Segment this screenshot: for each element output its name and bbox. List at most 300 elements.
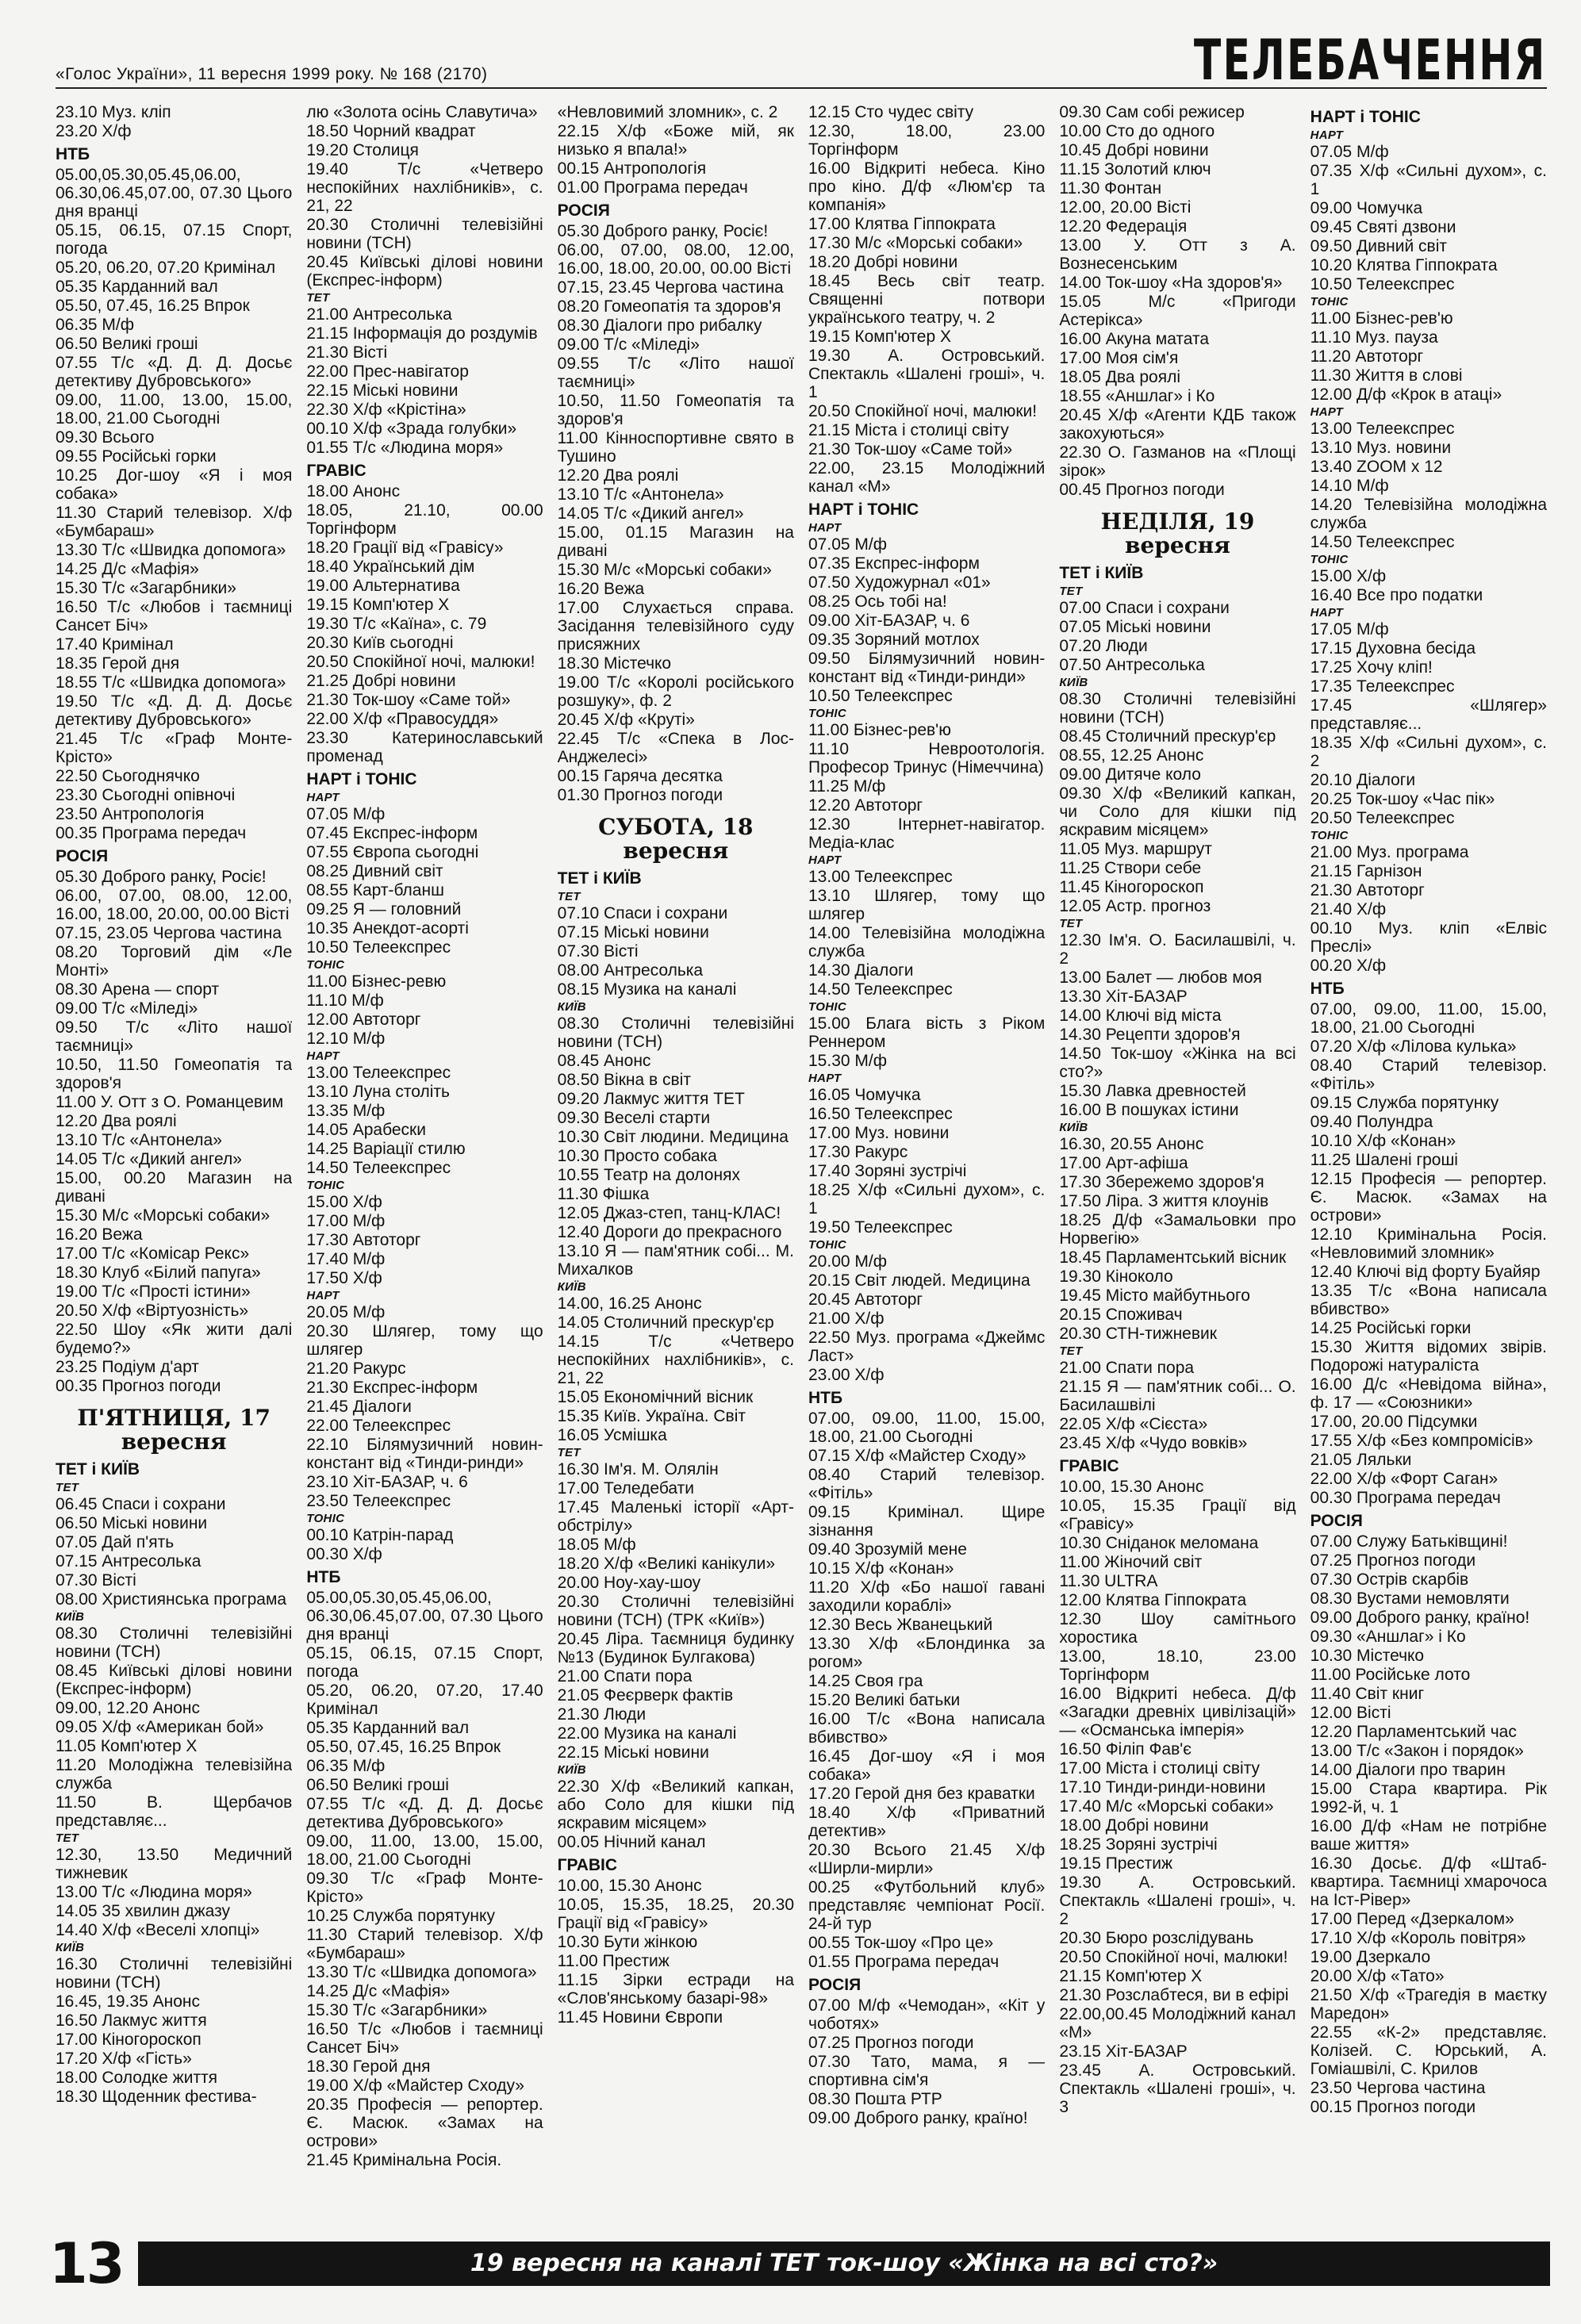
program-entry: 00.10 Муз. кліп «Елвіс Преслі»	[1310, 919, 1547, 956]
program-entry: 23.30 Сьогодні опівночі	[56, 786, 236, 804]
program-entry: 05.20, 06.20, 07.20 Кримінал	[56, 259, 276, 277]
program-entry: 14.00 Ток-шоу «На здоров'я»	[1059, 274, 1283, 292]
program-entry: 06.50 Великі гроші	[306, 1776, 449, 1794]
program-entry: 11.00 Російське лото	[1310, 1666, 1471, 1684]
program-entry: 14.25 Російські горки	[1310, 1319, 1472, 1337]
channel-heading: РОСІЯ	[557, 201, 610, 220]
program-entry: 08.20 Гомеопатія та здоров'я	[557, 297, 781, 316]
program-entry: 17.00 Міста і столиці світу	[1059, 1759, 1261, 1778]
program-entry: 05.00,05.30,05.45,06.00, 06.30,06.45,07.00, 07.30 Цього дня вранці	[306, 1589, 543, 1643]
program-entry: 20.30 Шлягер, тому що шлягер	[306, 1322, 543, 1359]
program-entry: 18.20 Х/ф «Великі канікули»	[557, 1555, 776, 1573]
sub-channel-label: КИЇВ	[557, 1280, 586, 1294]
sub-channel-label: НАРТ	[306, 1289, 340, 1302]
program-entry: 17.50 Ліра. З життя клоунів	[1059, 1192, 1269, 1210]
program-entry: 15.30 М/с «Морські собаки»	[56, 1206, 271, 1225]
schedule-column	[808, 103, 1045, 2221]
program-entry: 19.00 Т/с «Королі російського розшуку», ф. 2	[557, 673, 794, 710]
program-entry: 09.30 Всього	[56, 428, 155, 447]
program-entry: 20.00 М/ф	[808, 1252, 887, 1271]
program-entry: 13.00 У. Отт з А. Вознесенським	[1059, 236, 1296, 273]
program-entry: 08.40 Старий телевізор. «Фітіль»	[1310, 1057, 1547, 1093]
program-entry: 07.00, 09.00, 11.00, 15.00, 18.00, 21.00 Сьогодні	[1310, 1000, 1547, 1037]
program-entry: 19.30 Т/с «Каїна», с. 79	[306, 615, 487, 633]
program-entry: 22.15 Міські новини	[306, 382, 459, 400]
program-entry: 17.30 Ракурс	[808, 1143, 908, 1161]
page-footer	[49, 2231, 1550, 2296]
program-entry: 15.00 Х/ф	[1310, 567, 1387, 585]
program-entry: 15.00 Х/ф	[306, 1193, 382, 1211]
program-entry: 11.30 Фішка	[557, 1185, 650, 1203]
program-entry: 12.00 Клятва Гіппократа	[1059, 1591, 1247, 1609]
program-entry: 18.25 Д/ф «Замальовки про Норвегію»	[1059, 1211, 1296, 1248]
program-entry: 16.50 Телеекспрес	[808, 1105, 953, 1123]
program-entry: 11.40 Світ книг	[1310, 1685, 1425, 1703]
program-entry: 16.00 Д/ф «Нам не потрібне ваше життя»	[1310, 1817, 1547, 1854]
program-entry: 07.25 Прогноз погоди	[1310, 1551, 1476, 1570]
program-entry: 21.00 Антресолька	[306, 305, 452, 324]
sub-channel-label: КИЇВ	[557, 1763, 586, 1777]
program-entry: 12.20 Два роялі	[557, 466, 679, 485]
program-entry: 12.40 Ключі від форту Буайяр	[1310, 1263, 1541, 1281]
program-entry: лю «Золота осінь Славутича»	[306, 103, 538, 121]
program-entry: 10.00, 15.30 Анонс	[1059, 1478, 1204, 1496]
program-entry: 07.30 Вісті	[557, 942, 639, 961]
program-entry: 12.05 Джаз-степ, танц-КЛАС!	[557, 1204, 781, 1222]
program-entry: 20.35 Професія — репортер. Є. Масюк. «Замах на острови»	[306, 2096, 543, 2150]
program-entry: 13.30 Хіт-БАЗАР	[1059, 988, 1188, 1006]
program-entry: 09.30 Т/с «Граф Монте-Крісто»	[306, 1870, 543, 1906]
program-entry: 11.00 Жіночий світ	[1059, 1553, 1203, 1571]
program-entry: 11.20 Х/ф «Бо нашої гавані заходили кораблі»	[808, 1578, 1046, 1615]
program-entry: 08.40 Старий телевізор. «Фітіль»	[808, 1466, 1046, 1502]
program-entry: 21.00 Спати пора	[557, 1667, 693, 1685]
program-entry: 12.30, 13.50 Медичний тижневик	[56, 1846, 293, 1882]
sub-channel-label: ТОНІС	[1310, 829, 1349, 842]
program-entry: 07.30 Тато, мама, я — спортивна сім'я	[808, 2053, 1046, 2089]
channel-heading: РОСІЯ	[1310, 1512, 1363, 1530]
program-entry: 09.50 Дивний світ	[1310, 237, 1447, 255]
program-entry: 09.00, 12.20 Анонс	[56, 1699, 200, 1717]
program-entry: 16.50 Т/с «Любов і таємниці Сансет Біч»	[306, 2020, 543, 2057]
tv-schedule-columns	[56, 103, 1547, 2221]
program-entry: 17.20 Герой дня без краватки	[808, 1785, 1035, 1803]
program-entry: 11.25 Шалені гроші	[1310, 1151, 1458, 1169]
program-entry: 19.50 Телеекспрес	[808, 1218, 953, 1237]
program-entry: 13.30 Т/с «Швидка допомога»	[306, 1963, 537, 1981]
program-entry: 22.10 Білямузичний новин-констант від «Тинди-ринди»	[306, 1436, 543, 1472]
program-entry: 11.00 Бізнес-ревю	[306, 972, 447, 991]
program-entry: 11.05 Комп'ютер Х	[56, 1737, 198, 1755]
program-entry: 07.15 Х/ф «Майстер Сходу»	[808, 1447, 1026, 1465]
channel-heading: ТЕТ і КИЇВ	[56, 1460, 140, 1478]
sub-channel-label: ТОНІС	[1310, 295, 1349, 309]
program-entry: 12.00 Вісті	[1310, 1704, 1391, 1722]
schedule-column	[1310, 103, 1547, 2221]
channel-heading: НТБ	[808, 1389, 843, 1407]
program-entry: 12.05 Астр. прогноз	[1059, 897, 1211, 915]
program-entry: 05.35 Карданний вал	[56, 278, 218, 296]
program-entry: 08.55, 12.25 Анонс	[1059, 746, 1204, 765]
program-entry: 11.00 У. Отт з О. Романцевим	[56, 1093, 284, 1111]
program-entry: 13.00 Т/с «Людина моря»	[56, 1883, 252, 1901]
program-entry: 18.20 Добрі новини	[808, 253, 958, 271]
program-entry: 18.25 Зоряні зустрічі	[1059, 1835, 1218, 1854]
program-entry: 20.50 Спокійної ночі, малюки!	[808, 402, 1038, 420]
program-entry: 19.30 Кіноколо	[1059, 1267, 1173, 1286]
program-entry: 11.15 Зірки естради на «Слов'янському базарі-98»	[557, 1971, 794, 2008]
program-entry: 16.00 Відкриті небеса. Кіно про кіно. Д/ф «Люм'єр та компанія»	[808, 159, 1046, 214]
program-entry: «Невловимий зломник», с. 2	[557, 103, 778, 121]
program-entry: 07.05 М/ф	[1310, 143, 1389, 161]
program-entry: 11.00 Кінноспортивне свято в Тушино	[557, 429, 794, 466]
program-entry: 21.15 Комп'ютер Х	[1059, 1967, 1203, 1985]
program-entry: 22.00 Телеекспрес	[306, 1417, 451, 1435]
program-entry: 15.00, 00.20 Магазин на дивані	[56, 1169, 293, 1206]
program-entry: 13.00 Т/с «Закон і порядок»	[1310, 1742, 1524, 1760]
program-entry: 16.00 В пошуках істини	[1059, 1101, 1239, 1119]
program-entry: 15.30 Т/с «Загарбники»	[56, 579, 236, 597]
program-entry: 18.05, 21.10, 00.00 Торгінформ	[306, 501, 543, 538]
program-entry: 07.15, 23.45 Чергова частина	[557, 278, 784, 297]
program-entry: 18.40 Український дім	[306, 558, 475, 576]
program-entry: 07.00, 09.00, 11.00, 15.00, 18.00, 21.00 Сьогодні	[808, 1409, 1046, 1446]
program-entry: 08.30 Пошта РТР	[808, 2090, 942, 2108]
program-entry: 20.30 Бюро розслідувань	[1059, 1929, 1254, 1947]
program-entry: 15.35 Київ. Україна. Світ	[557, 1407, 746, 1425]
program-entry: 07.30 Острів скарбів	[1310, 1570, 1469, 1589]
channel-heading: ТЕТ і КИЇВ	[1059, 564, 1144, 582]
program-entry: 11.25 М/ф	[808, 777, 886, 796]
program-entry: 06.45 Спаси і сохрани	[56, 1495, 226, 1513]
program-entry: 14.50 Ток-шоу «Жінка на всі сто?»	[1059, 1045, 1296, 1081]
program-entry: 15.00, 01.15 Магазин на дивані	[557, 523, 794, 560]
program-entry: 22.00 Х/ф «Правосуддя»	[306, 710, 499, 728]
program-entry: 13.10 Шлягер, тому що шлягер	[808, 887, 1046, 923]
program-entry: 20.45 Х/ф «Агенти КДБ також закохуються»	[1059, 406, 1296, 443]
channel-heading: РОСІЯ	[56, 847, 109, 865]
program-entry: 11.30 Старий телевізор. Х/ф «Бумбараш»	[56, 504, 293, 540]
program-entry: 12.30 Ім'я. О. Басилашвілі, ч. 2	[1059, 931, 1296, 968]
program-entry: 20.10 Діалоги	[1310, 771, 1416, 789]
program-entry: 08.50 Вікна в світ	[557, 1071, 691, 1089]
program-entry: 06.35 М/ф	[306, 1757, 386, 1775]
sub-channel-label: КИЇВ	[557, 1000, 586, 1014]
program-entry: 14.00 Телевізійна молодіжна служба	[808, 924, 1046, 961]
program-entry: 08.15 Музика на каналі	[557, 980, 737, 999]
program-entry: 19.00 Альтернатива	[306, 577, 460, 595]
day-heading: НЕДІЛЯ, 19 вересня	[1100, 508, 1255, 558]
program-entry: 08.45 Столичний прескур'єр	[1059, 727, 1276, 746]
program-entry: 21.25 Добрі новини	[306, 672, 456, 690]
program-entry: 17.00 Т/с «Комісар Рекс»	[56, 1244, 250, 1263]
sub-channel-label: НАРТ	[808, 521, 842, 535]
program-entry: 23.15 Хіт-БАЗАР	[1059, 2042, 1188, 2061]
program-entry: 00.55 Ток-шоу «Про це»	[808, 1934, 994, 1952]
program-entry: 14.10 М/ф	[1310, 477, 1389, 495]
program-entry: 09.50 Т/с «Літо нашої таємниці»	[56, 1018, 293, 1055]
program-entry: 19.15 Комп'ютер Х	[808, 328, 951, 346]
schedule-column	[558, 103, 794, 2221]
sub-channel-label: ТОНІС	[808, 1238, 846, 1252]
channel-heading: ГРАВІС	[1059, 1457, 1119, 1475]
program-entry: 20.30 СТН-тижневик	[1059, 1325, 1217, 1343]
program-entry: 17.00 Слухається справа. Засідання телевізійного суду присяжних	[557, 599, 794, 654]
program-entry: 10.30 Просто собака	[557, 1147, 717, 1165]
program-entry: 07.30 Вісті	[56, 1571, 136, 1590]
program-entry: 17.10 Х/ф «Король повітря»	[1310, 1929, 1526, 1947]
program-entry: 10.30 Світ людини. Медицина	[557, 1128, 789, 1146]
program-entry: 12.20 Парламентський час	[1310, 1723, 1517, 1741]
program-entry: 23.00 Х/ф	[808, 1366, 885, 1384]
program-entry: 00.10 Х/ф «Зрада голубки»	[306, 420, 517, 438]
program-entry: 12.10 М/ф	[306, 1030, 386, 1048]
program-entry: 22.00 Х/ф «Форт Саган»	[1310, 1470, 1498, 1488]
sub-channel-label: ТЕТ	[557, 890, 581, 903]
program-entry: 10.35 Анекдот-асорті	[306, 919, 469, 938]
program-entry: 00.35 Прогноз погоди	[56, 1377, 221, 1395]
program-entry: 07.55 Т/с «Д. Д. Д. Досьє детективу Дубровського»	[56, 354, 293, 390]
program-entry: 20.50 Спокійної ночі, малюки!	[306, 653, 535, 671]
page-number: 13	[49, 2231, 124, 2296]
program-entry: 14.05 Т/с «Дикий ангел»	[56, 1150, 242, 1168]
program-entry: 10.55 Театр на долонях	[557, 1166, 740, 1184]
program-entry: 19.20 Столиця	[306, 141, 419, 159]
program-entry: 15.30 Лавка древностей	[1059, 1082, 1246, 1100]
program-entry: 12.20 Автоторг	[808, 796, 923, 815]
program-entry: 07.15 Міські новини	[557, 923, 709, 941]
program-entry: 06.50 Міські новини	[56, 1514, 208, 1532]
program-entry: 16.20 Вежа	[557, 580, 645, 598]
program-entry: 09.00, 11.00, 13.00, 15.00, 18.00, 21.00 Сьогодні	[56, 391, 293, 428]
program-entry: 17.05 М/ф	[1310, 620, 1389, 639]
program-entry: 20.50 Х/ф «Віртуозність»	[56, 1302, 249, 1320]
program-entry: 10.50 Телеекспрес	[306, 938, 451, 957]
program-entry: 05.15, 06.15, 07.15 Спорт, погода	[56, 221, 293, 258]
program-entry: 17.20 Х/ф «Гість»	[56, 2050, 192, 2068]
program-entry: 15.30 Життя відомих звірів. Подорожі натураліста	[1310, 1338, 1547, 1375]
program-entry: 09.00 Чомучка	[1310, 199, 1423, 217]
program-entry: 07.15 Антресолька	[56, 1552, 201, 1570]
program-entry: 13.35 Т/с «Вона написала вбивство»	[1310, 1282, 1547, 1318]
program-entry: 18.55 «Аншлаг» і Ко	[1059, 387, 1215, 405]
program-entry: 15.00 Блага вість з Ріком Реннером	[808, 1014, 1046, 1051]
program-entry: 17.40 М/ф	[306, 1250, 386, 1268]
program-entry: 20.30 Київ сьогодні	[306, 634, 454, 652]
program-entry: 16.30, 20.55 Анонс	[1059, 1135, 1204, 1153]
program-entry: 10.00 Сто до одного	[1059, 122, 1215, 140]
program-entry: 05.50, 07.45, 16.25 Впрок	[56, 297, 250, 315]
program-entry: 20.50 Телеекспрес	[1310, 809, 1455, 827]
program-entry: 13.10 Т/с «Антонела»	[557, 485, 724, 504]
program-entry: 16.45 Дог-шоу «Я і моя собака»	[808, 1747, 1046, 1784]
program-entry: 22.00 Прес-навігатор	[306, 362, 469, 381]
program-entry: 11.15 Золотий ключ	[1059, 160, 1211, 178]
program-entry: 11.30 Життя в слові	[1310, 366, 1463, 385]
channel-heading: НТБ	[306, 1568, 341, 1586]
sub-channel-label: ТОНІС	[306, 958, 345, 972]
program-entry: 01.00 Програма передач	[557, 178, 748, 197]
program-entry: 21.00 Муз. програма	[1310, 843, 1469, 861]
program-entry: 21.30 Ток-шоу «Саме той»	[306, 691, 511, 709]
program-entry: 16.50 Лакмус життя	[56, 2011, 207, 2030]
program-entry: 19.30 А. Островський. Спектакль «Шалені гроші», ч. 2	[1059, 1873, 1296, 1928]
program-entry: 13.00, 18.10, 23.00 Торгінформ	[1059, 1647, 1296, 1684]
program-entry: 13.10 Т/с «Антонела»	[56, 1131, 222, 1149]
program-entry: 21.50 Х/ф «Трагедія в маєтку Маредон»	[1310, 1986, 1547, 2023]
program-entry: 09.30 Сам собі режисер	[1059, 103, 1245, 121]
program-entry: 09.50 Білямузичний новин-констант від «Тинди-ринди»	[808, 650, 1046, 686]
program-entry: 14.30 Рецепти здоров'я	[1059, 1026, 1241, 1044]
channel-heading: ГРАВІС	[557, 1856, 618, 1874]
program-entry: 13.00 Телеекспрес	[1310, 420, 1455, 438]
program-entry: 08.30 Діалоги про рибалку	[557, 316, 762, 335]
sub-channel-label: НАРТ	[1310, 606, 1344, 619]
program-entry: 19.15 Комп'ютер Х	[306, 596, 450, 614]
sub-channel-label: ТОНІС	[1310, 553, 1349, 566]
program-entry: 17.40 Кримінал	[56, 635, 174, 654]
program-entry: 16.50 Філіп Фав'є	[1059, 1740, 1192, 1758]
program-entry: 13.10 Луна століть	[306, 1083, 450, 1101]
program-entry: 21.45 Т/с «Граф Монте-Крісто»	[56, 730, 293, 766]
program-entry: 16.20 Вежа	[56, 1225, 143, 1244]
program-entry: 09.00 Дитяче коло	[1059, 765, 1201, 784]
program-entry: 22.15 Х/ф «Боже мій, як низько я впала!»	[557, 122, 794, 159]
program-entry: 21.00 Спати пора	[1059, 1359, 1195, 1377]
program-entry: 23.30 Катеринославський променад	[306, 729, 543, 765]
program-entry: 23.20 Х/ф	[56, 122, 132, 140]
program-entry: 17.45 «Шлягер» представляє...	[1310, 696, 1547, 733]
program-entry: 09.30 Х/ф «Великий капкан, чи Соло для кішки під яскравим місяцем»	[1059, 784, 1296, 839]
sub-channel-label: ТОНІС	[808, 1000, 846, 1014]
program-entry: 22.50 Шоу «Як жити далі будемо?»	[56, 1321, 293, 1357]
program-entry: 10.00, 15.30 Анонс	[557, 1877, 702, 1895]
program-entry: 12.15 Сто чудес світу	[808, 103, 974, 121]
program-entry: 22.05 Х/ф «Сієста»	[1059, 1415, 1208, 1433]
program-entry: 20.25 Ток-шоу «Час пік»	[1310, 790, 1495, 808]
program-entry: 10.50 Телеекспрес	[808, 687, 953, 705]
program-entry: 05.30 Доброго ранку, Росіє!	[557, 222, 769, 240]
program-entry: 10.15 Х/ф «Конан»	[808, 1559, 954, 1578]
program-entry: 17.30 Автоторг	[306, 1231, 421, 1249]
program-entry: 01.55 Т/с «Людина моря»	[306, 439, 504, 457]
program-entry: 17.00 Моя сім'я	[1059, 349, 1179, 367]
sub-channel-label: КИЇВ	[56, 1941, 85, 1954]
program-entry: 09.15 Служба порятунку	[1310, 1094, 1499, 1112]
sub-channel-label: ТОНІС	[808, 707, 846, 720]
program-entry: 20.45 Київські ділові новини (Експрес-інформ)	[306, 253, 543, 290]
program-entry: 10.10 Х/ф «Конан»	[1310, 1132, 1456, 1150]
program-entry: 01.55 Програма передач	[808, 1953, 1000, 1971]
program-entry: 17.55 Х/ф «Без компромісів»	[1310, 1432, 1533, 1450]
program-entry: 07.25 Прогноз погоди	[808, 2034, 974, 2052]
program-entry: 23.10 Муз. кліп	[56, 103, 171, 121]
program-entry: 00.10 Катрін-парад	[306, 1526, 454, 1544]
program-entry: 17.40 Зоряні зустрічі	[808, 1162, 967, 1180]
program-entry: 17.00 Клятва Гіппократа	[808, 215, 996, 233]
newspaper-issue-line: «Голос України», 11 вересня 1999 року. № 168 (2170)	[56, 65, 488, 83]
program-entry: 20.45 Х/ф «Круті»	[557, 711, 695, 729]
program-entry: 12.30, 18.00, 23.00 Торгінформ	[808, 122, 1046, 159]
channel-heading: РОСІЯ	[808, 1976, 861, 1994]
program-entry: 16.30 Ім'я. М. Олялін	[557, 1460, 719, 1478]
program-entry: 05.30 Доброго ранку, Росіє!	[56, 868, 267, 886]
program-entry: 19.30 А. Островський. Спектакль «Шалені гроші», ч. 1	[808, 347, 1046, 401]
program-entry: 14.00 Ключі від міста	[1059, 1007, 1222, 1025]
program-entry: 20.30 Столичні телевізійні новини (ТСН)	[306, 216, 543, 252]
program-entry: 05.35 Карданний вал	[306, 1719, 470, 1737]
program-entry: 09.40 Зрозумій мене	[808, 1540, 967, 1559]
program-entry: 11.30 ULTRA	[1059, 1572, 1158, 1590]
program-entry: 09.05 Х/ф «Американ бой»	[56, 1718, 264, 1736]
program-entry: 00.15 Прогноз погоди	[1310, 2098, 1476, 2116]
program-entry: 00.20 Х/ф	[1310, 957, 1387, 975]
program-entry: 12.00 Д/ф «Крок в атаці»	[1310, 385, 1502, 404]
program-entry: 10.20 Клятва Гіппократа	[1310, 256, 1498, 274]
program-entry: 05.50, 07.45, 16.25 Впрок	[306, 1738, 501, 1756]
day-heading: П'ЯТНИЦЯ, 17 вересня	[77, 1405, 271, 1455]
program-entry: 07.05 Міські новини	[1059, 618, 1211, 636]
program-entry: 07.05 Дай п'ять	[56, 1533, 175, 1551]
program-entry: 11.45 Кіногороскоп	[1059, 878, 1204, 896]
program-entry: 00.15 Гаряча десятка	[557, 767, 723, 785]
program-entry: 10.45 Добрі новини	[1059, 141, 1209, 159]
program-entry: 21.00 Х/ф	[808, 1310, 885, 1328]
program-entry: 11.20 Автоторг	[1310, 347, 1424, 366]
program-entry: 18.00 Добрі новини	[1059, 1816, 1209, 1835]
day-heading: СУБОТА, 18 вересня	[598, 814, 754, 864]
sub-channel-label: НАРТ	[808, 1072, 842, 1085]
program-entry: 14.25 Д/с «Мафія»	[306, 1982, 451, 2000]
program-entry: 00.15 Антропологія	[557, 159, 707, 178]
program-entry: 09.55 Т/с «Літо нашої таємниці»	[557, 355, 794, 391]
program-entry: 11.45 Новини Європи	[557, 2008, 723, 2027]
program-entry: 18.45 Парламентський вісник	[1059, 1248, 1287, 1267]
program-entry: 18.30 Містечко	[557, 654, 672, 673]
program-entry: 14.40 Х/ф «Веселі хлопці»	[56, 1921, 260, 1939]
program-entry: 12.30 Інтернет-навігатор. Медіа-клас	[808, 815, 1046, 852]
program-entry: 11.00 Бізнес-рев'ю	[808, 721, 951, 739]
program-entry: 21.45 Діалоги	[306, 1398, 412, 1416]
program-entry: 22.50 Муз. програма «Джеймс Ласт»	[808, 1329, 1046, 1365]
sub-channel-label: НАРТ	[808, 853, 842, 867]
program-entry: 14.50 Телеекспрес	[306, 1159, 451, 1177]
program-entry: 09.30 «Аншлаг» і Ко	[1310, 1628, 1466, 1646]
program-entry: 15.05 Економічний вісник	[557, 1388, 754, 1406]
sub-channel-label: НАРТ	[306, 1049, 340, 1063]
program-entry: 16.50 Т/с «Любов і таємниці Сансет Біч»	[56, 598, 293, 635]
program-entry: 22.00,00.45 Молодіжний канал «М»	[1059, 2005, 1296, 2042]
program-entry: 18.30 Клуб «Білий папуга»	[56, 1264, 261, 1282]
program-entry: 12.00, 20.00 Вісті	[1059, 198, 1192, 217]
program-entry: 22.50 Сьогоднячко	[56, 767, 200, 785]
program-entry: 08.45 Анонс	[557, 1052, 651, 1070]
program-entry: 14.50 Телеекспрес	[1310, 533, 1455, 551]
program-entry: 21.15 Міста і столиці світу	[808, 421, 1009, 439]
program-entry: 13.00 Телеекспрес	[808, 868, 953, 886]
program-entry: 14.15 Т/с «Четверо неспокійних нахлібників», с. 21, 22	[557, 1333, 794, 1387]
program-entry: 20.30 Всього 21.45 Х/ф «Ширли-мирли»	[808, 1841, 1046, 1877]
program-entry: 16.40 Все про податки	[1310, 586, 1483, 604]
program-entry: 08.25 Ось тобі на!	[808, 593, 947, 611]
program-entry: 19.00 Дзеркало	[1310, 1948, 1431, 1966]
program-entry: 09.00 Т/с «Міледі»	[557, 336, 700, 354]
program-entry: 22.15 Міські новини	[557, 1743, 709, 1762]
program-entry: 21.40 Х/ф	[1310, 900, 1387, 918]
schedule-column	[56, 103, 292, 2221]
program-entry: 19.50 Т/с «Д. Д. Д. Досьє детективу Дубровського»	[56, 692, 293, 729]
channel-heading: НТБ	[56, 145, 90, 163]
